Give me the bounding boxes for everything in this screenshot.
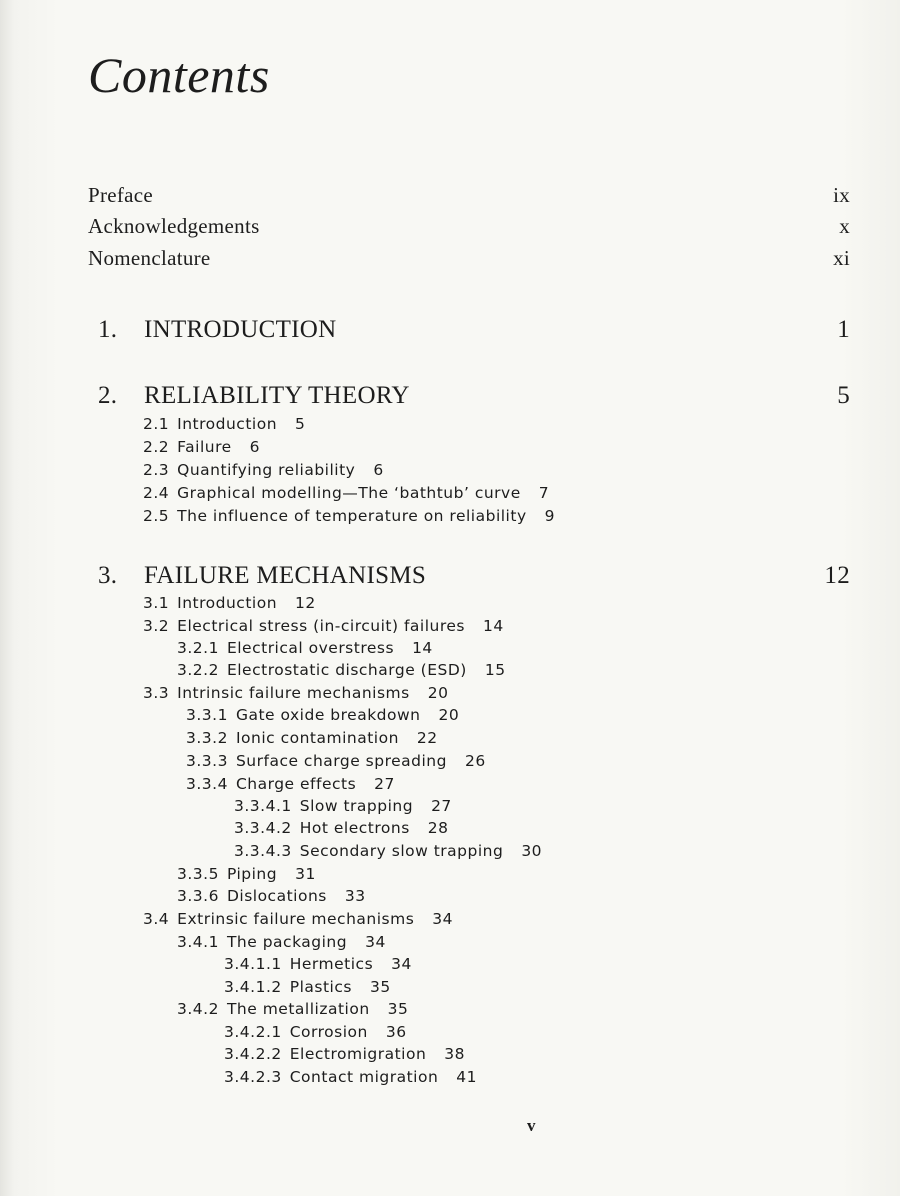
- toc-section-entry: [143, 617, 504, 635]
- section-title: The influence of temperature on reliability: [177, 507, 527, 525]
- section-number: 3.3.3: [186, 752, 228, 770]
- section-page: 34: [432, 910, 454, 928]
- section-number: 3.3.6: [177, 887, 219, 905]
- section-number: 3.3: [143, 684, 170, 702]
- chapter-page: 5: [837, 382, 850, 409]
- section-page: 15: [484, 661, 506, 679]
- section-number: 2.2: [143, 438, 170, 456]
- section-number: 3.2.1: [177, 639, 219, 657]
- section-page: 20: [438, 706, 460, 724]
- section-number: 3.4.2.1: [224, 1023, 282, 1041]
- toc-section-entry: [143, 594, 316, 612]
- section-number: 3.4.1.2: [224, 978, 282, 996]
- section-number: 2.1: [143, 415, 170, 433]
- chapter-page: 1: [837, 316, 850, 343]
- section-title: Surface charge spreading: [235, 752, 447, 770]
- section-title: The metallization: [226, 1000, 370, 1018]
- section-number: 3.3.4.1: [234, 797, 292, 815]
- toc-subsection-entry: [186, 775, 395, 793]
- section-number: 3.2: [143, 617, 170, 635]
- section-title: Electrostatic discharge (ESD): [226, 661, 467, 679]
- chapter-number: 3.: [98, 562, 118, 589]
- section-number: 3.3.4: [186, 775, 228, 793]
- section-number: 2.4: [143, 484, 170, 502]
- section-page: 36: [385, 1023, 407, 1041]
- section-page: 27: [374, 775, 395, 793]
- toc-entry-title: Preface: [88, 183, 154, 207]
- section-page: 7: [538, 484, 550, 502]
- section-title: Gate oxide breakdown: [235, 706, 421, 724]
- section-title: Slow trapping: [299, 797, 414, 815]
- section-title: Dislocations: [226, 887, 327, 905]
- section-page: 22: [416, 729, 438, 747]
- section-page: 35: [369, 978, 391, 996]
- section-page: 34: [365, 933, 386, 951]
- chapter-title: RELIABILITY THEORY: [144, 382, 410, 409]
- chapter-number: 2.: [98, 382, 118, 409]
- section-page: 12: [295, 594, 316, 612]
- toc-subsection-entry: [177, 865, 316, 883]
- section-page: 20: [427, 684, 449, 702]
- section-page: 5: [295, 415, 306, 433]
- toc-front-item: [88, 246, 850, 271]
- toc-section-entry: [143, 684, 448, 702]
- section-title: Graphical modelling—The ‘bathtub’ curve: [177, 484, 521, 502]
- section-title: Electrical stress (in-circuit) failures: [177, 617, 465, 635]
- section-number: 3.3.1: [186, 706, 228, 724]
- section-page: 14: [483, 617, 504, 635]
- section-title: Failure: [177, 438, 232, 456]
- section-number: 3.3.4.2: [234, 819, 292, 837]
- toc-front-item: [88, 183, 850, 208]
- section-number: 3.3.4.3: [234, 842, 292, 860]
- toc-subsubsection-entry: [224, 1068, 477, 1086]
- section-title: Electromigration: [289, 1045, 427, 1063]
- toc-entry-page: ix: [833, 183, 850, 207]
- section-title: Intrinsic failure mechanisms: [177, 684, 410, 702]
- section-page: 26: [464, 752, 486, 770]
- toc-section-entry: [143, 415, 305, 433]
- section-title: Charge effects: [235, 775, 357, 793]
- section-title: Quantifying reliability: [177, 461, 356, 479]
- section-page: 31: [295, 865, 316, 883]
- page-folio: v: [527, 1116, 536, 1135]
- toc-front-item: [88, 214, 850, 239]
- toc-subsection-entry: [177, 933, 386, 951]
- toc-entry-page: x: [839, 214, 850, 238]
- section-page: 14: [412, 639, 433, 657]
- section-number: 2.5: [143, 507, 170, 525]
- section-title: The packaging: [226, 933, 348, 951]
- toc-section-entry: [143, 438, 260, 456]
- section-page: 6: [249, 438, 261, 456]
- section-title: Hot electrons: [299, 819, 410, 837]
- toc-entry-title: Nomenclature: [88, 246, 211, 270]
- toc-subsubsection-entry: [224, 955, 412, 973]
- section-number: 3.3.2: [186, 729, 228, 747]
- section-number: 3.4.2: [177, 1000, 219, 1018]
- section-page: 41: [456, 1068, 478, 1086]
- section-number: 3.4.1.1: [224, 955, 282, 973]
- toc-entry-title: Acknowledgements: [88, 214, 260, 238]
- page-title: Contents: [88, 47, 270, 103]
- section-page: 34: [391, 955, 412, 973]
- section-number: 3.4: [143, 910, 170, 928]
- section-number: 3.4.2.2: [224, 1045, 282, 1063]
- section-number: 3.4.1: [177, 933, 219, 951]
- section-title: Introduction: [177, 415, 278, 433]
- section-title: Contact migration: [289, 1068, 439, 1086]
- toc-subsection-entry: [186, 729, 438, 747]
- section-page: 38: [444, 1045, 466, 1063]
- section-page: 30: [521, 842, 543, 860]
- toc-subsection-entry: [177, 661, 506, 679]
- section-number: 3.2.2: [177, 661, 219, 679]
- section-number: 3.1: [143, 594, 170, 612]
- toc-subsection-entry: [177, 887, 366, 905]
- toc-section-entry: [143, 484, 549, 502]
- toc-subsection-entry: [186, 706, 459, 724]
- toc-subsubsection-entry: [224, 1023, 407, 1041]
- section-page: 27: [431, 797, 452, 815]
- toc-subsubsection-entry: [224, 978, 391, 996]
- section-number: 3.3.5: [177, 865, 219, 883]
- section-title: Corrosion: [289, 1023, 368, 1041]
- chapter-title: FAILURE MECHANISMS: [144, 562, 427, 589]
- toc-subsection-entry: [186, 752, 486, 770]
- section-title: Extrinsic failure mechanisms: [177, 910, 415, 928]
- toc-section-entry: [143, 507, 555, 525]
- section-page: 6: [373, 461, 384, 479]
- section-title: Hermetics: [289, 955, 374, 973]
- section-page: 35: [387, 1000, 409, 1018]
- toc-subsubsection-entry: [234, 842, 542, 860]
- section-title: Plastics: [289, 978, 352, 996]
- section-title: Ionic contamination: [235, 729, 399, 747]
- section-title: Introduction: [177, 594, 278, 612]
- toc-subsection-entry: [177, 1000, 408, 1018]
- toc-section-entry: [143, 910, 453, 928]
- section-title: Secondary slow trapping: [299, 842, 504, 860]
- section-number: 2.3: [143, 461, 170, 479]
- toc-subsection-entry: [177, 639, 433, 657]
- section-page: 9: [544, 507, 555, 525]
- section-page: 33: [344, 887, 366, 905]
- toc-subsubsection-entry: [234, 797, 452, 815]
- toc-entry-page: xi: [833, 246, 850, 270]
- section-number: 3.4.2.3: [224, 1068, 282, 1086]
- toc-subsubsection-entry: [234, 819, 449, 837]
- chapter-number: 1.: [98, 316, 118, 343]
- section-title: Electrical overstress: [226, 639, 395, 657]
- chapter-page: 12: [824, 562, 850, 589]
- toc-subsubsection-entry: [224, 1045, 465, 1063]
- section-title: Piping: [226, 865, 278, 883]
- section-page: 28: [427, 819, 449, 837]
- chapter-title: INTRODUCTION: [144, 316, 337, 343]
- toc-section-entry: [143, 461, 384, 479]
